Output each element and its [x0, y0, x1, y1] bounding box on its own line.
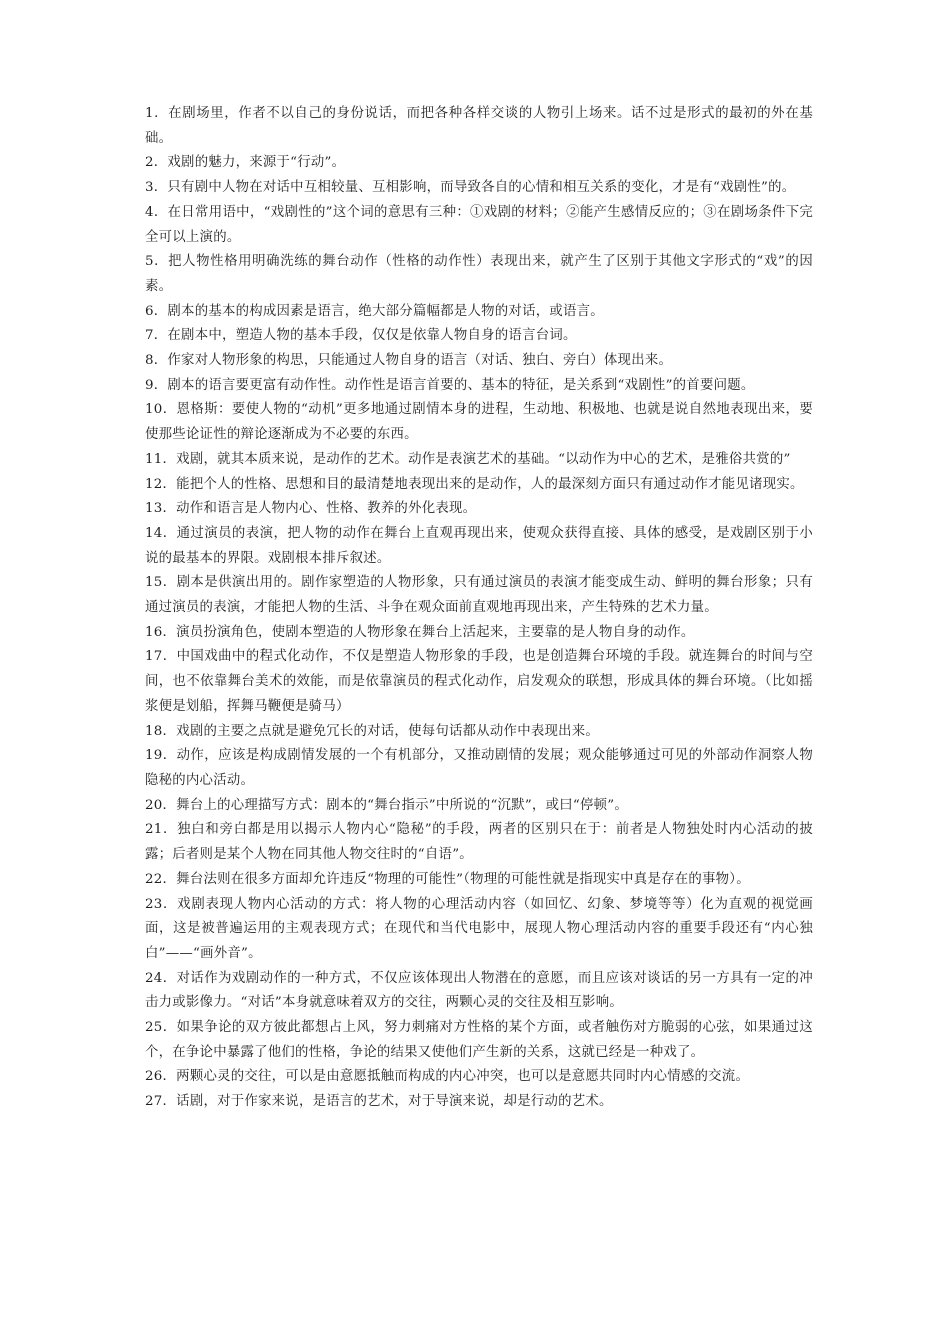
paragraph-20: 20．舞台上的心理描写方式：剧本的“舞台指示”中所说的“沉默”，或曰“停顿”。	[145, 797, 628, 813]
paragraph-8: 8．作家对人物形象的构思，只能通过人物自身的语言（对话、独白、旁白）体现出来。	[145, 353, 673, 369]
paragraph-11: 11．戏剧，就其本质来说，是动作的艺术。动作是表演艺术的基础。“以动作为中心的艺术，是雅俗共赏的”	[145, 451, 791, 467]
paragraph-13: 13．动作和语言是人物内心、性格、教养的外化表现。	[145, 501, 477, 517]
paragraph-21: 21．独白和旁白都是用以揭示人物内心“隐秘”的手段，两者的区别只在于：前者是人物独处时内心活动的披露；后者则是某个人物在同其他人物交往时的“自语”。	[145, 822, 813, 863]
paragraph-19: 19．动作，应该是构成剧情发展的一个有机部分，又推动剧情的发展；观众能够通过可见的外部动作洞察人物隐秘的内心活动。	[145, 748, 813, 788]
paragraph-2: 2．戏剧的魅力，来源于“行动”。	[145, 155, 346, 171]
paragraph-4: 4．在日常用语中，“戏剧性的”这个词的意思有三种：①戏剧的材料；②能产生感情反应的；③在剧场条件下完全可以上演的。	[145, 204, 813, 245]
paragraph-25: 25．如果争论的双方彼此都想占上风，努力刺痛对方性格的某个方面，或者触伤对方脆弱的心弦，如果通过这个，在争论中暴露了他们的性格，争论的结果又使他们产生新的关系，这就已经是一种戏了。	[145, 1020, 813, 1060]
paragraph-1: 1．在剧场里，作者不以自己的身份说话，而把各种各样交谈的人物引上场来。话不过是形式的最初的外在基础。	[145, 106, 813, 146]
paragraph-6: 6．剧本的基本的构成因素是语言，绝大部分篇幅都是人物的对话，或语言。	[145, 303, 604, 319]
paragraph-9: 9．剧本的语言要更富有动作性。动作性是语言首要的、基本的特征，是关系到“戏剧性”的首要问题。	[145, 377, 755, 393]
paragraph-18: 18．戏剧的主要之点就是避免冗长的对话，使每句话都从动作中表现出来。	[145, 723, 600, 739]
paragraph-5: 5．把人物性格用明确洗练的舞台动作（性格的动作性）表现出来，就产生了区别于其他文字形式的“戏”的因素。	[145, 254, 813, 294]
paragraph-10: 10．恩格斯：要使人物的“动机”更多地通过剧情本身的进程，生动地、积极地、也就是说自然地表现出来，要使那些论证性的辩论逐渐成为不必要的东西。	[145, 402, 813, 443]
paragraph-15: 15．剧本是供演出用的。剧作家塑造的人物形象，只有通过演员的表演才能变成生动、鲜明的舞台形象；只有通过演员的表演，才能把人物的生活、斗争在观众面前直观地再现出来，产生特殊的艺术力量。	[145, 575, 813, 616]
document-body	[145, 102, 813, 1115]
paragraph-26: 26．两颗心灵的交往，可以是由意愿抵触而构成的内心冲突，也可以是意愿共同时内心情感的交流。	[145, 1069, 750, 1085]
paragraph-23: 23．戏剧表现人物内心活动的方式：将人物的心理活动内容（如回忆、幻象、梦境等等）化为直观的视觉画面，这是被普遍运用的主观表现方式；在现代和当代电影中，展现人物心理活动内容的重要手段还有“内心独白”——“画外音”。	[145, 896, 813, 961]
paragraph-24: 24．对话作为戏剧动作的一种方式，不仅应该体现出人物潜在的意愿，而且应该对谈话的另一方具有一定的冲击力或影像力。“对话”本身就意味着双方的交往，两颗心灵的交往及相互影响。	[145, 970, 813, 1011]
paragraph-27: 27．话剧，对于作家来说，是语言的艺术，对于导演来说，却是行动的艺术。	[145, 1094, 613, 1110]
paragraph-17: 17．中国戏曲中的程式化动作，不仅是塑造人物形象的手段，也是创造舞台环境的手段。就连舞台的时间与空间，也不依靠舞台美术的效能，而是依靠演员的程式化动作，启发观众的联想，形成具体的舞台环境。（比如摇浆便是划船，挥舞马鞭便是骑马）	[145, 649, 813, 714]
paragraph-3: 3．只有剧中人物在对话中互相较量、互相影响，而导致各自的心情和相互关系的变化，才是有“戏剧性”的。	[145, 180, 796, 196]
paragraph-22: 22．舞台法则在很多方面却允许违反“物理的可能性”（物理的可能性就是指现实中真是存在的事物）。	[145, 871, 750, 887]
paragraph-12: 12．能把个人的性格、思想和目的最清楚地表现出来的是动作，人的最深刻方面只有通过动作才能见诸现实。	[145, 476, 804, 492]
paragraph-16: 16．演员扮演角色，使剧本塑造的人物形象在舞台上活起来，主要靠的是人物自身的动作。	[145, 624, 695, 640]
paragraph-7: 7．在剧本中，塑造人物的基本手段，仅仅是依靠人物自身的语言台词。	[145, 328, 577, 344]
paragraph-14: 14．通过演员的表演，把人物的动作在舞台上直观再现出来，使观众获得直接、具体的感受，是戏剧区别于小说的最基本的界限。戏剧根本排斥叙述。	[145, 525, 813, 566]
